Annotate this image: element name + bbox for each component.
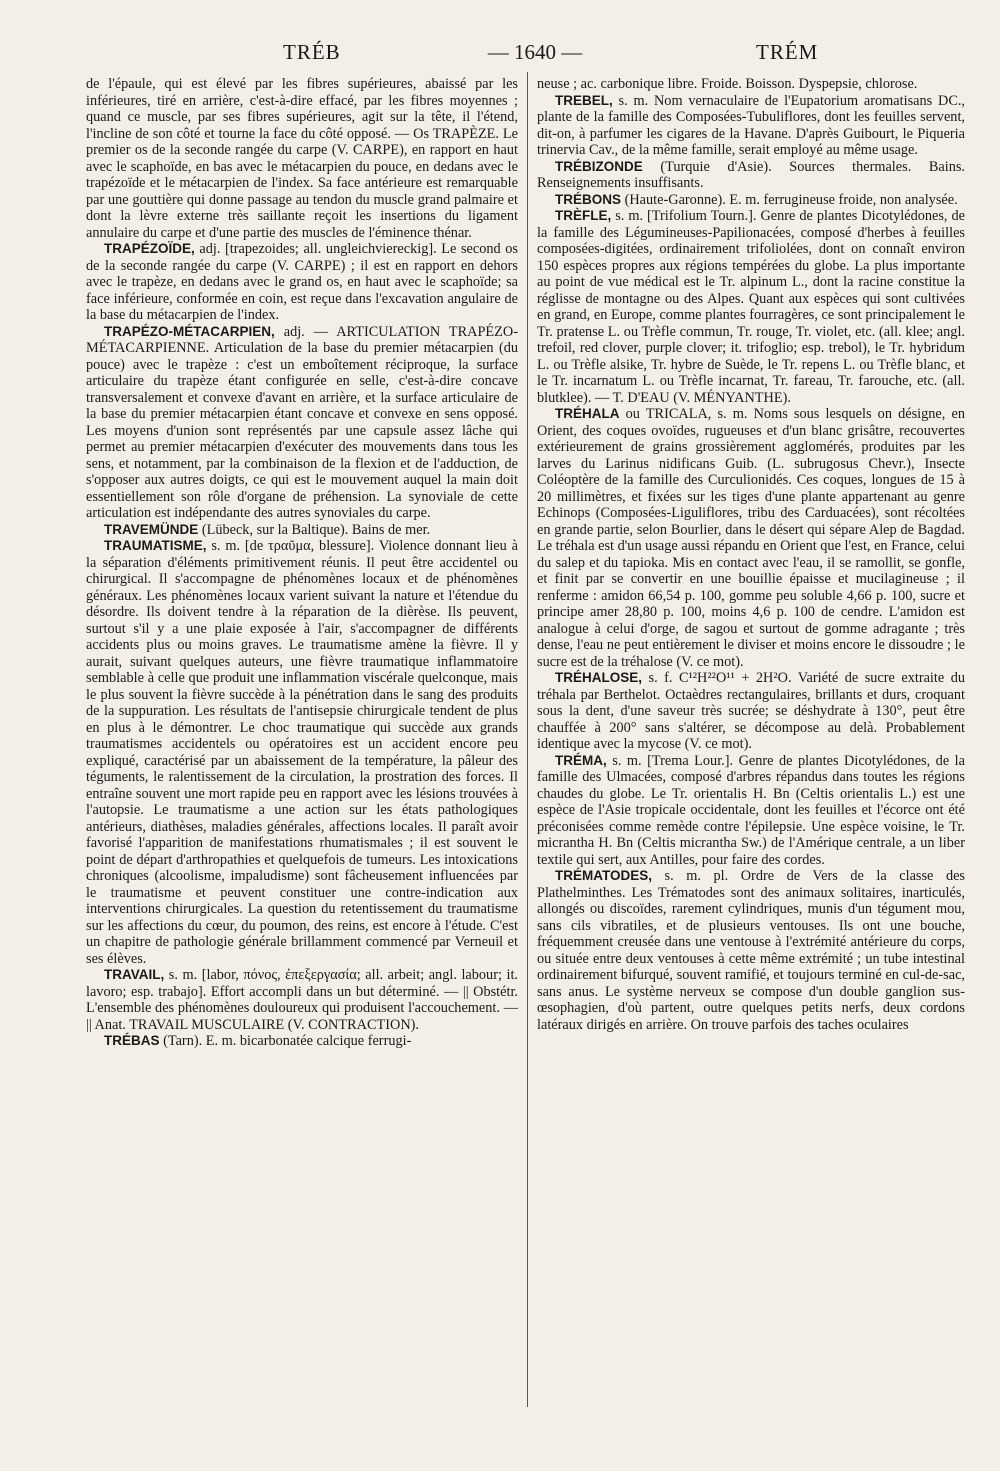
entry-text: s. m. [Trifolium Tourn.]. Genre de plantes Dicotylédones, de la famille des Légumineuses-Papilionacées, composé d'herbes à feuilles composées-digitées, ordinairement trifoliolées, dont on connaît environ 150 espèces propres aux régions tempérées du globe. La plus importante au point de vue médical est le Tr. alpinum L., dont la racine constitue la réglisse de montagne ou des Alpes. Quant aux espèces qui sont cultivées en grand, en Europe, comme plantes fourragères, ce sont principalement le Tr. pratense L. ou Trèfle commun, Tr. rouge, Tr. violet, etc. (all. klee; angl. trefoil, red clover, purple clover; it. trifoglio; esp. trebol), le Tr. hybridum L. ou Trèfle alsike, Tr. hybre de Suède, le Tr. repens L. ou Trèfle blanc, et le Tr. incarnatum L. ou Trèfle incarnat, Tr. fareau, Tr. farouche, etc. (all. blutklee). — T. D'EAU (V. MÉNYANTHE).: [537, 208, 965, 406]
entry-text: s. m. Nom vernaculaire de l'Eupatorium aromatisans DC., plante de la famille des Composées-Tubuliflores, dont les feuilles servent, dit-on, à parfumer les cigares de la Havane. D'après Guibourt, le Piqueria trinervia Cav., de la même famille, serait employé au même usage.: [537, 92, 965, 158]
dictionary-entry: [86, 1033, 518, 1050]
entry-headword: TRÉHALOSE,: [555, 670, 643, 685]
continued-text: [86, 76, 518, 241]
dictionary-entry: [86, 522, 518, 539]
entry-headword: TRÈFLE,: [555, 208, 612, 223]
entry-headword: TRÉHALA: [555, 406, 620, 421]
dictionary-entry: [537, 753, 965, 869]
entry-headword: TRAVAIL,: [104, 967, 165, 982]
entry-text: (Turquie d'Asie). Sources thermales. Bains. Renseignements insuffisants.: [537, 158, 965, 191]
dictionary-entry: [537, 159, 965, 192]
page-header: [0, 40, 1000, 70]
header-right-guide-word: TRÉM: [756, 40, 819, 64]
page-number: — 1640 —: [487, 40, 583, 64]
left-column: [86, 76, 518, 1050]
entry-text: neuse ; ac. carbonique libre. Froide. Boisson. Dyspepsie, chlorose.: [537, 76, 918, 92]
entry-text: adj. [trapezoides; all. ungleichviereckig]. Le second os de la seconde rangée du carpe (V. CARPE) ; il est en rapport en dehors avec le trapèze, en dedans avec le grand os, en haut avec le scaphoïde; sa face inférieure, conformée en coin, est reçue dans l'excavation angulaire de la base du métacarpien de l'index.: [86, 241, 518, 323]
entry-headword: TRÉBONS: [555, 191, 622, 207]
dictionary-entry: [86, 324, 518, 522]
right-column: [537, 76, 965, 1033]
dictionary-entry: [537, 192, 965, 209]
column-divider: [527, 72, 528, 1407]
entry-headword: TRÉBAS: [104, 1033, 160, 1048]
entry-headword: TRAUMATISME,: [104, 538, 207, 553]
entry-text: (Tarn). E. m. bicarbonatée calcique ferrugi-: [159, 1033, 412, 1049]
entry-text: s. m. [de τραῦμα, blessure]. Violence donnant lieu à la séparation d'éléments primitivement réunis. Il peut être accidentel ou chirurgical. Il s'accompagne de phénomènes locaux et de phénomènes généraux. Les phénomènes locaux varient suivant la nature et l'étendue du désordre. Ils doivent tendre à la réparation de la dièrèse. Ils peuvent, surtout s'il y a une plaie exposée à l'air, s'accompagner de différents accidents plus ou moins graves. Le traumatisme amène la fièvre. Il y aurait, suivant quelques auteurs, une fièvre traumatique inflammatoire semblable à celle que produit une inflammation viscérale quelconque, mais le plus souvent la fièvre succède à la pénétration dans le sang des produits de la suppuration. Les résultats de l'antisepsie chirurgicale tendent de plus en plus à le démontrer. Le choc traumatique qui succède aux grands traumatismes accidentels ou opératoires est un accident encore peu expliqué, caractérisé par un abaissement de la température, la pâleur des téguments, le ralentissement de la circulation, la prostration des forces. Il entraîne souvent une mort rapide peu en rapport avec les lésions trouvées à l'autopsie. Le traumatisme a une action sur les états pathologiques antérieurs, diathèses, maladies générales, affections locales. Il paraît avoir favorisé l'apparition de manifestations rhumatismales ; il est souvent le point de départ d'arthropathies et quelquefois de tumeurs. Les intoxications chroniques (alcoolisme, impaludisme) sont fâcheusement influencées par le traumatisme et peuvent constituer une contre-indication aux interventions chirurgicales. La question du retentissement du traumatisme sur les affections du cœur, du poumon, des reins, est encore à l'étude. C'est un chapitre de pathologie générale brillamment commencé par Verneuil et ses élèves.: [86, 538, 518, 967]
dictionary-entry: [537, 93, 965, 159]
dictionary-entry: [537, 670, 965, 753]
entry-headword: TRAVEMÜNDE: [104, 521, 199, 537]
entry-headword: TRÉMA,: [555, 752, 607, 768]
dictionary-entry: [86, 967, 518, 1033]
entry-headword: TRÉMATODES,: [555, 868, 653, 883]
entry-text: s. f. C¹²H²²O¹¹ + 2H²O. Variété de sucre extraite du tréhala par Berthelot. Octaèdres rectangulaires, brillants et durs, croquant sous la dent, d'une saveur très sucrée; se déshydrate à 130°, peut être chauffée à 200° sans s'altérer, se décompose au delà. Probablement identique avec la mycose (V. ce mot).: [537, 670, 965, 752]
entry-text: s. m. pl. Ordre de Vers de la classe des Plathelminthes. Les Trématodes sont des animaux solitaires, inarticulés, allongés ou discoïdes, rarement cylindriques, munis d'un tégument mou, sans cils vibratiles, et de plusieurs ventouses. Ils ont une bouche, fréquemment creusée dans une ventouse à l'extrémité antérieure du corps, ou située entre deux ventouses à cette même extrémité ; un tube intestinal ordinairement bifurqué, souvent ramifié, et toujours terminé en cul-de-sac, sans anus. Le système nerveux se compose d'un double ganglion sus-œsophagien, d'où partent, outre quelques petits nerfs, deux cordons latéraux dirigés en arrière. On trouve parfois des taches oculaires: [537, 868, 965, 1033]
entry-headword: TREBEL,: [555, 92, 613, 108]
dictionary-entry: [537, 868, 965, 1033]
entry-headword: TRAPÉZOÏDE,: [104, 241, 195, 256]
entry-text: adj. — ARTICULATION TRAPÉZO-MÉTACARPIENNE. Articulation de la base du premier métacarpien (du pouce) avec le trapèze : c'est un emboîtement réciproque, la surface articulaire du trapèze étant configurée en selle, c'est-à-dire concave transversalement et convexe d'avant en arrière, et la surface articulaire de la base du premier métacarpien étant concave et convexe en sens opposé. Les moyens d'union sont représentés par une capsule assez lâche qui permet au premier métacarpien d'exécuter des mouvements dans tous les sens, et notamment, par la combinaison de la flexion et de l'adduction, de s'opposer aux autres doigts, ce qui est le mouvement auquel la main doit essentiellement son rôle d'organe de préhension. La synoviale de cette articulation est indépendante des autres synoviales du carpe.: [86, 323, 518, 521]
continued-text: [537, 76, 965, 93]
entry-text: (Lübeck, sur la Baltique). Bains de mer.: [198, 521, 431, 538]
entry-text: (Haute-Garonne). E. m. ferrugineuse froide, non analysée.: [621, 191, 958, 208]
dictionary-entry: [537, 208, 965, 406]
entry-text: s. m. [labor, πόνος, ἐπεξεργασία; all. arbeit; angl. labour; it. lavoro; esp. trabajo]. Effort accompli dans un but déterminé. — || Obstétr. L'ensemble des phénomènes douloureux qui produisent l'accouchement. — || Anat. TRAVAIL MUSCULAIRE (V. CONTRACTION).: [86, 967, 518, 1033]
dictionary-entry: [86, 538, 518, 967]
dictionary-entry: [86, 241, 518, 324]
entry-text: ou TRICALA, s. m. Noms sous lesquels on désigne, en Orient, des coques ovoïdes, rugueuses et d'un blanc grisâtre, recouvertes extérieurement de grains grossièrement agglomérés, produites par les larves du Larinus nidificans Guib. (L. subrugosus Chevr.), Insecte Coléoptère de la famille des Curculionidés. Ces coques, longues de 15 à 20 millimètres, et fixées sur les tiges d'une plante appartenant au genre Echinops (Composées-Liguliflores, tribu des Carduacées), sont récoltées en grande partie, selon Bourlier, dans le désert qui sépare Alep de Bagdad. Le tréhala est d'un usage aussi répandu en Orient que l'est, en France, celui du salep et du tapioka. Mis en contact avec l'eau, il se ramollit, se gonfle, et finit par se convertir en une bouillie épaisse et mucilagineuse ; il renferme : amidon 66,54 p. 100, gomme peu soluble 4,66 p. 100, sucre et principe amer 28,80 p. 100, moins 4,6 p. 100 de cendre. L'amidon est analogue à celui d'orge, de sagou et surtout de gomme adragante ; très dense, l'eau ne peut entièrement le diviser et moins encore le dissoudre ; le sucre est de la tréhalose (V. ce mot).: [537, 406, 965, 670]
header-left-guide-word: TRÉB: [283, 40, 341, 64]
dictionary-entry: [537, 406, 965, 670]
entry-text: s. m. [Trema Lour.]. Genre de plantes Dicotylédones, de la famille des Ulmacées, composé d'arbres répandus dans toutes les régions chaudes du globe. Le Tr. orientalis H. Bn (Celtis orientalis L.) est une espèce de l'Asie tropicale occidentale, dont les feuilles et l'écorce ont été préconisées comme remède contre l'épilepsie. Une espèce voisine, le Tr. micrantha H. Bn (Celtis micrantha Sw.) de l'Amérique centrale, a un liber textile qui sert, aux Antilles, pour faire des cordes.: [537, 752, 965, 868]
entry-headword: TRAPÉZO-MÉTACARPIEN,: [104, 323, 275, 339]
entry-headword: TRÉBIZONDE: [555, 158, 643, 174]
entry-text: de l'épaule, qui est élevé par les fibres supérieures, abaissé par les inférieures, tiré en arrière, c'est-à-dire effacé, par les fibres moyennes ; quand ce muscle, par ses fibres supérieures, agit sur la tête, il l'étend, l'incline de son côté et tourne la face du côté opposé. — Os TRAPÈZE. Le premier os de la seconde rangée du carpe (V. CARPE), en rapport en haut avec le scaphoïde, en bas avec le métacarpien du pouce, en dedans avec le trapézoïde et le métacarpien de l'index. Sa face antérieure est remarquable par une gouttière qui donne passage au tendon du muscle grand palmaire et dont la lèvre externe très saillante reçoit les insertions du ligament annulaire du carpe et d'une partie des muscles de l'éminence thénar.: [86, 76, 518, 241]
